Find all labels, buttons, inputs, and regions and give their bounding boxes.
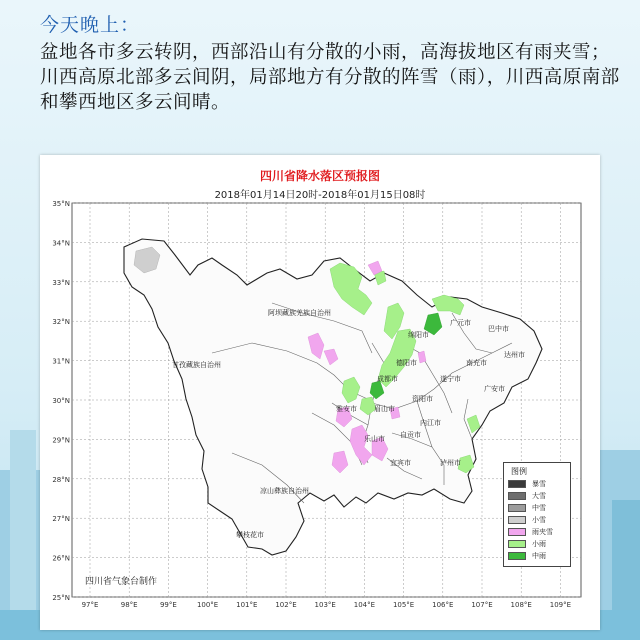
city-neijiang: 内江市 [420,419,441,427]
longitude-label: 102°E [275,601,297,609]
city-mianyang: 绵阳市 [408,331,429,339]
latitude-label: 28°N [52,475,70,484]
longitude-label: 109°E [549,601,572,609]
region-liangshan: 凉山彝族自治州 [260,487,309,495]
legend-swatch [508,492,526,500]
longitude-label: 101°E [236,601,258,609]
city-leshan: 乐山市 [364,435,385,443]
legend-swatch [508,540,526,548]
city-bazhong: 巴中市 [488,325,509,333]
city-guangyuan: 广元市 [450,319,471,327]
legend-label: 小雪 [532,516,546,524]
legend-item [508,515,568,525]
map-title: 四川省降水落区预报图 [259,169,380,183]
city-dazhou: 达州市 [504,351,525,359]
legend-item [508,479,568,489]
legend-label: 中雪 [532,504,546,512]
longitude-label: 105°E [392,601,415,609]
legend-swatch [508,528,526,536]
longitude-label: 104°E [353,601,376,609]
forecast-text: 盆地各市多云转阴，西部沿山有分散的小雨，高海拔地区有雨夹雪；川西高原北部多云间阴，局部地方有分散的阵雪（雨），川西高原南部和攀西地区多云间晴。 [40,42,620,113]
legend-label: 小雨 [532,540,546,548]
longitude-label: 108°E [510,601,532,609]
legend-title: 图例 [511,467,527,476]
legend-item [508,503,568,513]
legend-item [508,539,568,549]
city-chengdu: 成都市 [377,375,398,383]
latitude-label: 32°N [52,318,70,327]
legend-item [508,491,568,501]
longitude-label: 97°E [81,601,99,609]
latitude-label: 31°N [52,357,70,366]
latitude-label: 34°N [52,239,70,248]
latitude-labels [52,200,70,602]
latitude-label: 35°N [52,200,70,208]
longitude-label: 99°E [159,601,177,609]
city-deyang: 德阳市 [396,359,417,367]
legend-swatch [508,552,526,560]
legend-swatch [508,516,526,524]
latitude-label: 30°N [52,397,70,405]
map-legend [503,462,571,567]
latitude-label: 26°N [52,554,70,563]
map-credit: 四川省气象台制作 [85,577,158,587]
city-yaan: 雅安市 [336,405,357,413]
legend-swatch [508,504,526,512]
legend-swatch [508,480,526,488]
city-yibin: 宜宾市 [390,459,411,467]
latitude-label: 33°N [52,278,70,287]
city-zigong: 自贡市 [400,431,421,439]
map-subtitle: 2018年01月14日20时-2018年01月15日08时 [214,190,426,201]
longitude-label: 106°E [432,601,454,609]
longitude-label: 100°E [196,601,219,609]
city-guangan: 广安市 [484,385,505,393]
longitude-labels [82,601,571,609]
region-ganzi: 甘孜藏族自治州 [172,361,221,369]
legend-label: 雨夹雪 [532,528,553,536]
longitude-label: 103°E [314,601,336,609]
legend-label: 中雨 [532,552,546,560]
legend-item [508,527,568,537]
longitude-label: 98°E [120,601,138,609]
region-aba: 阿坝藏族羌族自治州 [268,309,331,317]
city-panzhihua: 攀枝花市 [236,531,264,539]
longitude-label: 107°E [471,601,493,609]
section-heading: 今天晚上： [40,14,141,36]
latitude-label: 29°N [52,436,70,445]
city-luzhou: 泸州市 [440,459,461,467]
city-ziyang: 资阳市 [412,395,433,403]
legend-item [508,551,568,561]
latitude-label: 25°N [52,594,70,602]
legend-label: 暴雪 [532,480,546,488]
city-meishan: 眉山市 [374,405,395,413]
legend-label: 大雪 [532,492,546,500]
latitude-label: 27°N [52,515,70,524]
forecast-map-card [40,155,600,630]
city-nanchong: 南充市 [466,359,487,367]
city-suining: 遂宁市 [440,375,461,383]
